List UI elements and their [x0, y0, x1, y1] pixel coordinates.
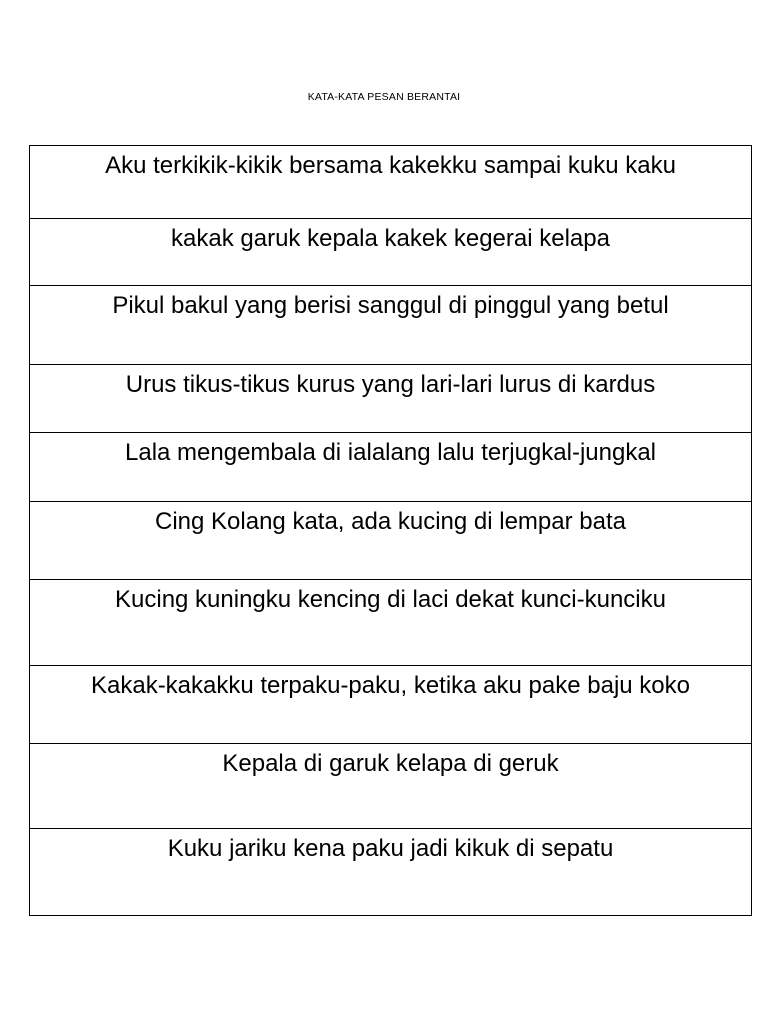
phrase-cell: Kepala di garuk kelapa di geruk [30, 744, 752, 829]
table-row [30, 286, 752, 365]
table-row [30, 433, 752, 502]
table-row [30, 365, 752, 433]
table-row [30, 219, 752, 286]
phrase-cell: kakak garuk kepala kakek kegerai kelapa [30, 219, 752, 286]
phrase-table [29, 145, 752, 916]
phrase-cell: Kucing kuningku kencing di laci dekat kunci-kunciku [30, 580, 752, 666]
table-row [30, 666, 752, 744]
phrase-cell: Kakak-kakakku terpaku-paku, ketika aku pake baju koko [30, 666, 752, 744]
table-row [30, 580, 752, 666]
phrase-cell: Urus tikus-tikus kurus yang lari-lari lurus di kardus [30, 365, 752, 433]
document-title: KATA-KATA PESAN BERANTAI [307, 91, 461, 103]
table-row [30, 829, 752, 916]
phrase-cell: Aku terkikik-kikik bersama kakekku sampai kuku kaku [30, 146, 752, 219]
table-row [30, 146, 752, 219]
table-row [30, 502, 752, 580]
phrase-cell: Lala mengembala di ialalang lalu terjugkal-jungkal [30, 433, 752, 502]
phrase-cell: Cing Kolang kata, ada kucing di lempar bata [30, 502, 752, 580]
phrase-cell: Kuku jariku kena paku jadi kikuk di sepatu [30, 829, 752, 916]
table-row [30, 744, 752, 829]
phrase-cell: Pikul bakul yang berisi sanggul di pinggul yang betul [30, 286, 752, 365]
